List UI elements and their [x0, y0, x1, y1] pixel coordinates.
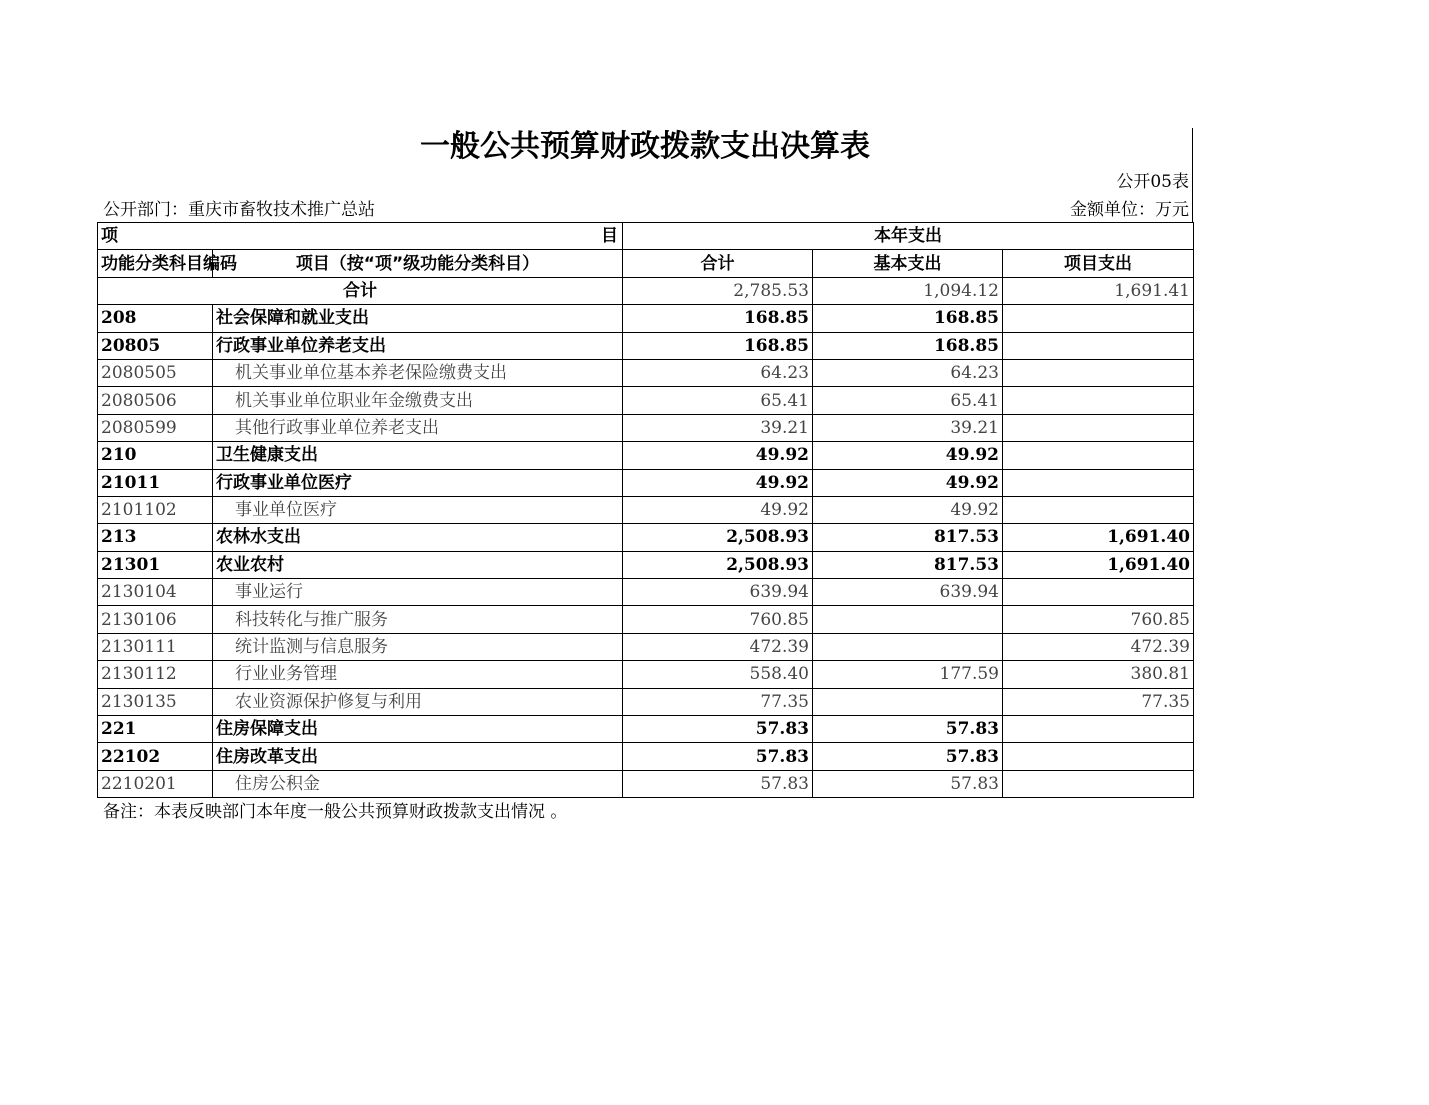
header-code: 功能分类科目编码 — [98, 250, 213, 277]
row-name: 社会保障和就业支出 — [213, 305, 623, 332]
row-name: 其他行政事业单位养老支出 — [213, 414, 623, 441]
row-name: 行政事业单位医疗 — [213, 469, 623, 496]
header-item-left: 项 — [101, 226, 118, 246]
header-row-2 — [98, 250, 1194, 277]
row-total: 57.83 — [623, 743, 813, 770]
table-row — [98, 332, 1194, 359]
row-basic: 177.59 — [813, 661, 1003, 688]
header-this-year: 本年支出 — [623, 223, 1194, 250]
row-code: 2080599 — [98, 414, 213, 441]
row-code: 21301 — [98, 551, 213, 578]
row-name: 农业资源保护修复与利用 — [213, 688, 623, 715]
row-project — [1003, 770, 1194, 797]
row-project — [1003, 579, 1194, 606]
row-basic: 817.53 — [813, 524, 1003, 551]
row-project — [1003, 332, 1194, 359]
total-total: 2,785.53 — [623, 277, 813, 304]
total-project: 1,691.41 — [1003, 277, 1194, 304]
row-basic: 168.85 — [813, 305, 1003, 332]
row-total: 168.85 — [623, 332, 813, 359]
row-total: 57.83 — [623, 770, 813, 797]
row-basic — [813, 688, 1003, 715]
row-name: 事业运行 — [213, 579, 623, 606]
row-total: 760.85 — [623, 606, 813, 633]
row-basic: 57.83 — [813, 743, 1003, 770]
row-total: 39.21 — [623, 414, 813, 441]
row-project — [1003, 496, 1194, 523]
row-basic: 49.92 — [813, 442, 1003, 469]
row-total: 57.83 — [623, 716, 813, 743]
table-row — [98, 606, 1194, 633]
table-row — [98, 305, 1194, 332]
row-project — [1003, 414, 1194, 441]
row-basic — [813, 633, 1003, 660]
header-row-1 — [98, 223, 1194, 250]
row-total: 2,508.93 — [623, 551, 813, 578]
row-project — [1003, 442, 1194, 469]
row-code: 210 — [98, 442, 213, 469]
total-label: 合计 — [98, 277, 623, 304]
row-project — [1003, 743, 1194, 770]
header-name: 项目（按“项”级功能分类科目） — [213, 250, 623, 277]
page-title: 一般公共预算财政拨款支出决算表 — [420, 129, 870, 164]
row-total: 2,508.93 — [623, 524, 813, 551]
row-basic: 49.92 — [813, 469, 1003, 496]
row-project — [1003, 716, 1194, 743]
row-project: 77.35 — [1003, 688, 1194, 715]
table-row — [98, 716, 1194, 743]
footnote: 备注：本表反映部门本年度一般公共预算财政拨款支出情况 。 — [103, 802, 568, 823]
row-basic: 65.41 — [813, 387, 1003, 414]
unit-label: 金额单位：万元 — [1070, 200, 1189, 220]
row-total: 64.23 — [623, 359, 813, 386]
row-project: 380.81 — [1003, 661, 1194, 688]
row-code: 2130104 — [98, 579, 213, 606]
row-name: 统计监测与信息服务 — [213, 633, 623, 660]
row-name: 住房保障支出 — [213, 716, 623, 743]
table-row — [98, 770, 1194, 797]
header-project: 项目支出 — [1003, 250, 1194, 277]
row-total: 168.85 — [623, 305, 813, 332]
row-code: 2080505 — [98, 359, 213, 386]
row-name: 事业单位医疗 — [213, 496, 623, 523]
row-basic: 57.83 — [813, 716, 1003, 743]
row-name: 住房公积金 — [213, 770, 623, 797]
row-basic: 817.53 — [813, 551, 1003, 578]
table-row — [98, 387, 1194, 414]
row-code: 2130106 — [98, 606, 213, 633]
table-row — [98, 551, 1194, 578]
row-basic: 168.85 — [813, 332, 1003, 359]
row-name: 农林水支出 — [213, 524, 623, 551]
row-name: 行业业务管理 — [213, 661, 623, 688]
total-basic: 1,094.12 — [813, 277, 1003, 304]
row-project: 760.85 — [1003, 606, 1194, 633]
row-total: 65.41 — [623, 387, 813, 414]
row-code: 208 — [98, 305, 213, 332]
row-total: 49.92 — [623, 496, 813, 523]
row-project — [1003, 359, 1194, 386]
row-basic: 64.23 — [813, 359, 1003, 386]
row-name: 住房改革支出 — [213, 743, 623, 770]
row-code: 22102 — [98, 743, 213, 770]
row-code: 221 — [98, 716, 213, 743]
table-row — [98, 496, 1194, 523]
row-basic — [813, 606, 1003, 633]
row-project: 1,691.40 — [1003, 551, 1194, 578]
row-code: 2130112 — [98, 661, 213, 688]
header-total: 合计 — [623, 250, 813, 277]
header-item-cell — [98, 223, 623, 250]
row-project — [1003, 305, 1194, 332]
row-basic: 57.83 — [813, 770, 1003, 797]
expenditure-table — [97, 222, 1194, 798]
row-code: 21011 — [98, 469, 213, 496]
table-row — [98, 661, 1194, 688]
row-total: 472.39 — [623, 633, 813, 660]
table-row — [98, 442, 1194, 469]
table-row — [98, 524, 1194, 551]
row-basic: 639.94 — [813, 579, 1003, 606]
row-code: 2130135 — [98, 688, 213, 715]
row-name: 机关事业单位职业年金缴费支出 — [213, 387, 623, 414]
row-code: 2080506 — [98, 387, 213, 414]
table-row — [98, 743, 1194, 770]
row-total: 77.35 — [623, 688, 813, 715]
row-basic: 49.92 — [813, 496, 1003, 523]
row-name: 卫生健康支出 — [213, 442, 623, 469]
row-code: 20805 — [98, 332, 213, 359]
row-code: 2101102 — [98, 496, 213, 523]
row-total: 49.92 — [623, 442, 813, 469]
row-project — [1003, 387, 1194, 414]
row-name: 机关事业单位基本养老保险缴费支出 — [213, 359, 623, 386]
header-basic: 基本支出 — [813, 250, 1003, 277]
row-total: 639.94 — [623, 579, 813, 606]
row-total: 49.92 — [623, 469, 813, 496]
table-row — [98, 414, 1194, 441]
row-name: 农业农村 — [213, 551, 623, 578]
row-code: 213 — [98, 524, 213, 551]
row-name: 科技转化与推广服务 — [213, 606, 623, 633]
department-label: 公开部门：重庆市畜牧技术推广总站 — [103, 200, 375, 220]
row-total: 558.40 — [623, 661, 813, 688]
table-row — [98, 633, 1194, 660]
row-name: 行政事业单位养老支出 — [213, 332, 623, 359]
table-row — [98, 688, 1194, 715]
row-project — [1003, 469, 1194, 496]
row-code: 2210201 — [98, 770, 213, 797]
table-row — [98, 579, 1194, 606]
row-basic: 39.21 — [813, 414, 1003, 441]
table-row — [98, 469, 1194, 496]
row-project: 472.39 — [1003, 633, 1194, 660]
row-code: 2130111 — [98, 633, 213, 660]
header-item-right: 目 — [601, 226, 618, 246]
table-row — [98, 359, 1194, 386]
table-number: 公开05表 — [1116, 172, 1189, 192]
row-project: 1,691.40 — [1003, 524, 1194, 551]
total-row — [98, 277, 1194, 304]
